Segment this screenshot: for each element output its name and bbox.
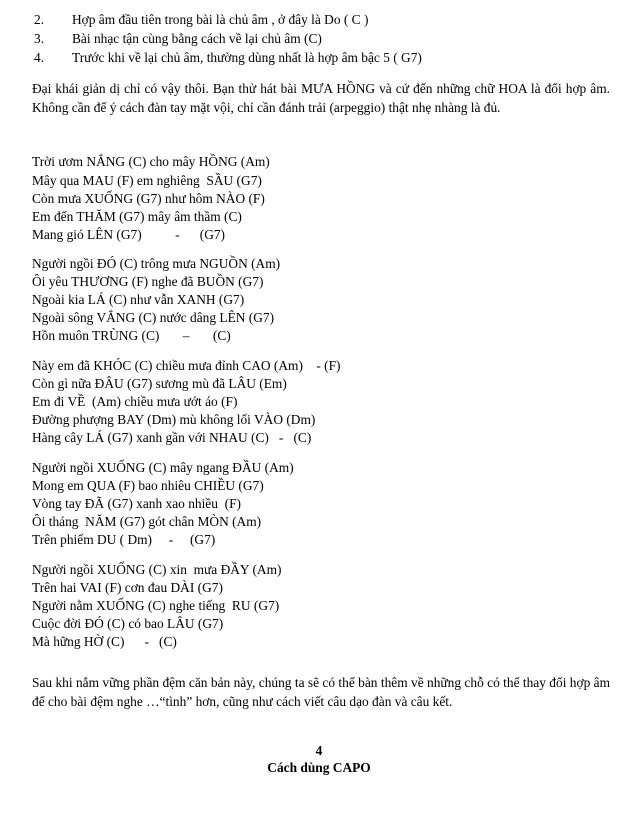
list-item-text: Trước khi về lại chủ âm, thường dùng nhất là hợp âm bậc 5 ( G7): [72, 50, 422, 65]
lyric-line: Người nằm XUỐNG (C) nghe tiếng RU (G7): [32, 598, 280, 613]
lyric-line: Trên phiếm DU ( Dm) - (G7): [32, 532, 216, 547]
lyric-line: Người ngồi XUỐNG (C) xin mưa ĐẦY (Am): [32, 562, 282, 577]
list-number: 3.: [34, 31, 45, 46]
lyric-line: Trên hai VAI (F) cơn đau DÀI (G7): [32, 580, 223, 595]
lyric-line: Này em đã KHÓC (C) chiều mưa đỉnh CAO (Am) - (F): [32, 358, 341, 373]
list-number: 2.: [34, 12, 45, 27]
list-item-text: Bài nhạc tận cùng bằng cách về lại chủ âm (C): [72, 31, 322, 46]
lyric-line: Mang gió LÊN (G7) - (G7): [32, 227, 226, 242]
lyric-line: Hàng cây LÁ (G7) xanh gần với NHAU (C) - (C): [32, 430, 312, 445]
intro-paragraph: Đại khái giản dị chỉ có vậy thôi. Bạn thử hát bài MƯA HỒNG và cứ đến những chữ HOA là đổi hợp âm. Không cần để ý cách đàn tay mặt vội, chỉ cần đánh trải (arpeggio) thật nhẹ nhàng là đủ.: [32, 81, 610, 115]
lyric-line: Mây qua MAU (F) em nghiêng SẦU (G7): [32, 173, 262, 188]
lyric-line: Hồn muôn TRÙNG (C) – (C): [32, 328, 231, 343]
lyric-line: Còn mưa XUỐNG (G7) như hôm NÀO (F): [32, 191, 265, 206]
lyric-line: Còn gì nữa ĐÂU (G7) sương mù đã LÂU (Em): [32, 376, 287, 391]
lyric-line: Đường phượng BAY (Dm) mù không lối VÀO (Dm): [32, 412, 316, 427]
lyric-line: Người ngồi ĐÓ (C) trông mưa NGUỒN (Am): [32, 256, 281, 271]
list-number: 4.: [34, 50, 45, 65]
list-item-text: Hợp âm đầu tiên trong bài là chủ âm , ở đây là Do ( C ): [72, 12, 369, 27]
section-number: 4: [315, 743, 323, 758]
lyric-line: Mà hững HỜ (C) - (C): [32, 634, 177, 649]
lyric-line: Cuộc đời ĐÓ (C) có bao LÂU (G7): [32, 616, 224, 631]
lyric-line: Ôi tháng NĂM (G7) gót chân MÒN (Am): [32, 514, 262, 529]
lyric-line: Người ngồi XUỐNG (C) mây ngang ĐẦU (Am): [32, 460, 294, 475]
lyric-line: Em đi VỀ (Am) chiều mưa ướt áo (F): [32, 394, 238, 409]
lyric-line: Em đến THĂM (G7) mây âm thầm (C): [32, 209, 242, 224]
lyric-line: Trời ươm NẮNG (C) cho mây HỒNG (Am): [32, 154, 270, 169]
lyric-line: Ngoài sông VẮNG (C) nước dâng LÊN (G7): [32, 310, 275, 325]
lyric-line: Ngoài kia LÁ (C) như vẫn XANH (G7): [32, 292, 245, 307]
lyric-line: Ôi yêu THƯƠNG (F) nghe đã BUỒN (G7): [32, 274, 264, 289]
lyric-line: Mong em QUA (F) bao nhiêu CHIỀU (G7): [32, 478, 264, 493]
section-title: Cách dùng CAPO: [267, 760, 371, 775]
closing-paragraph: Sau khi nắm vững phần đệm căn bản này, chúng ta sẽ có thể bàn thêm về những chỗ có thể thay đổi hợp âm để cho bài đệm nghe …“tình” hơn, cũng như cách viết câu dạo đàn và câu kết.: [32, 675, 610, 709]
lyric-line: Vòng tay ĐÃ (G7) xanh xao nhiều (F): [32, 496, 241, 511]
